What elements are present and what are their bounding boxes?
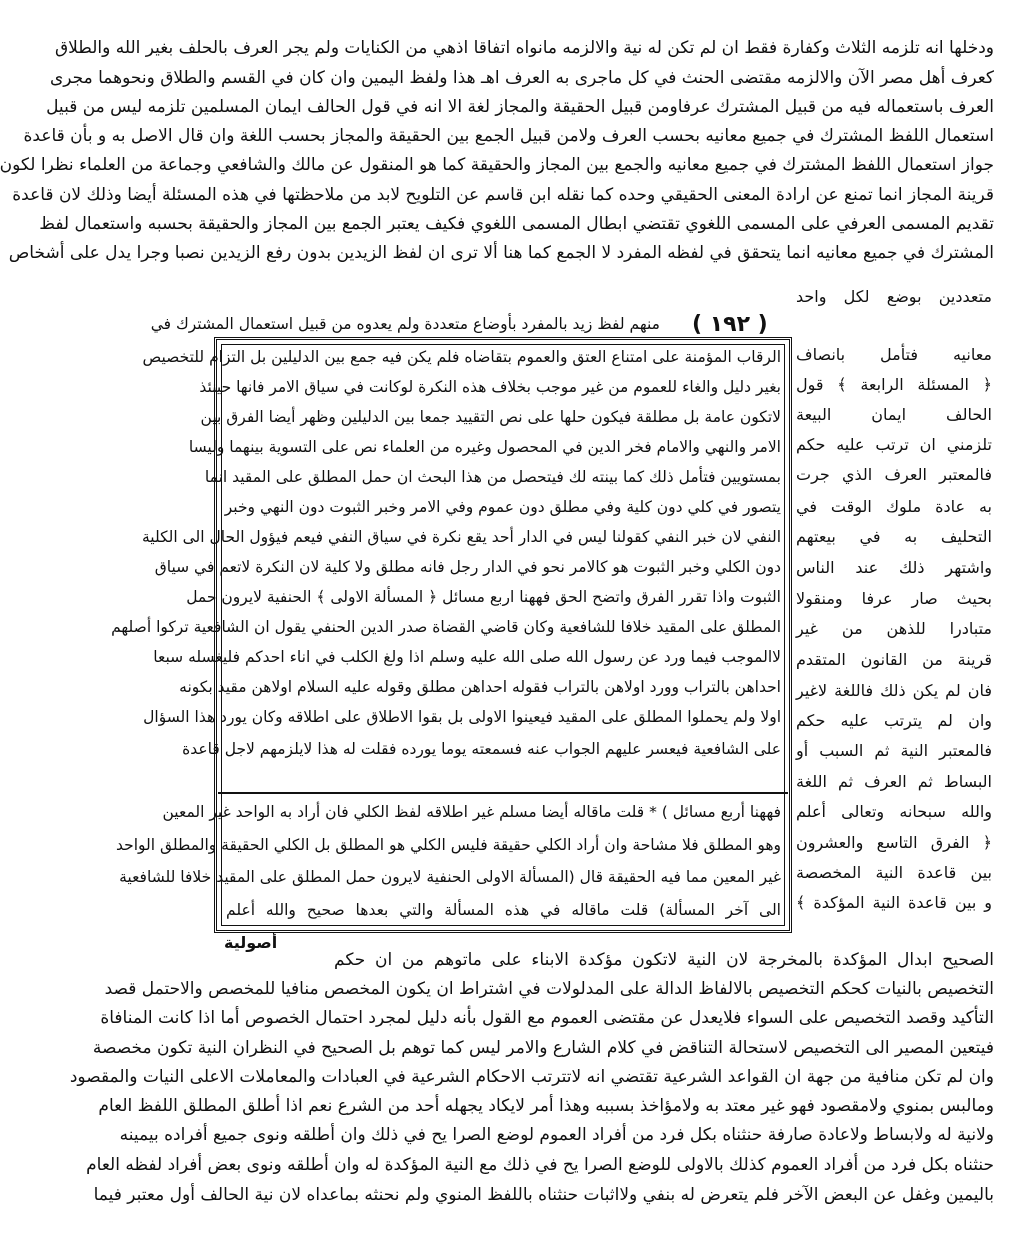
text-line: التحليف به في بيعتهم (796, 527, 992, 546)
text-line: الامر والنهي والامام فخر الدين في المحصول وغيره من العلماء نص على التسوية بينهما وليسا (188, 438, 781, 456)
text-line: الصحيح ابدال المؤكدة بالمخرجة لان النية لاتكون مؤكدة الابناء على ماتوهم من ان حكم (334, 950, 994, 970)
text-line: الى آخر المسألة) قلت ماقاله في هذه المسألة والتي بعدها صحيح والله أعلم (226, 901, 781, 919)
section-heading: ﴿ الفرق التاسع والعشرون (796, 833, 992, 852)
text-line: تقديم المسمى العرفي على المسمى اللغوي تقتضي ابطال المسمى اللغوي فكيف يعتبر الجمع بين المجاز والحقيقة بحسبه واستعمال لفظ (39, 214, 994, 234)
text-line: فالمعتبر العرف الذي جرت (796, 465, 992, 484)
text-line: التأكيد وقصد التخصيص على السواء فلايعدل عن مقتضى العموم مع القول بأنه دليل لمجرد احتمال الخصوص أما اذا كانت المنافاة (100, 1008, 994, 1028)
text-line: البساط ثم العرف ثم اللغة (796, 772, 992, 791)
text-line: احداهن بالتراب وورد اولاهن بالتراب فقوله احداهن مطلق وقوله عليه السلام اولاهن مقيد بكونه (179, 678, 781, 696)
text-line: معانيه فتأمل بانصاف (796, 345, 992, 364)
text-line: التخصيص بالنيات كحكم التخصيص بالالفاظ الدالة على المدلولات في اشتراط ان يكون المخصص منافيا للمخصص والاحتمل قصد (104, 979, 994, 999)
text-line: غير المعين مما فيه الحقيقة قال (المسألة الاولى الحنفية لايرون حمل المطلق على المقيد خلافا للشافعية (119, 868, 781, 886)
text-line: النفي لان خبر النفي كقولنا ليس في الدار أحد يقع نكرة في سياق النفي فيعم فيؤول الحال الى الكلية (141, 528, 781, 546)
text-line: فههنا أربع مسائل ) * قلت ماقاله أيضا مسلم غير اطلاقه لفظ الكلي فان أراد به الواحد غير المعين (162, 803, 781, 821)
text-line: منهم لفظ زيد بالمفرد بأوضاع متعددة ولم يعدوه من قبيل استعمال المشترك في (150, 315, 660, 333)
text-line: الثبوت واذا تقرر الفرق واتضح الحق فههنا اربع مسائل ﴿ المسألة الاولى ﴾ الحنفية لايرون حمل (186, 588, 781, 606)
text-line: اولا ولم يحملوا المطلق على المقيد فيعينوا الاولى بل بقوا الاطلاق على اطلاقه وكان يورد هذا السؤال (143, 708, 781, 726)
text-line: استعمال اللفظ المشترك في جميع معانيه بحسب العرف ولامن قبيل الجمع بين الحقيقة والمجاز بحسب اللغة وان قال الاصل به و بأن قاعدة (23, 126, 994, 146)
text-line: الحالف ايمان البيعة (796, 405, 992, 424)
page-number: ( ١٩٢ ) (692, 312, 768, 337)
text-line: المطلق على المقيد خلافا للشافعية وكان قاضي القضاة صدر الدين الحنفي يقول ان الشافعية تركوا أصلهم (111, 618, 781, 636)
text-line: ومالبس بمنوي ولامقصود فهو غير معتد به ولامؤاخذ بسببه وهذا أمر لايكاد يجهله أحد من الشرع نعم اذا أطلق المطلق اللفظ العام (98, 1096, 994, 1116)
text-line: وهو المطلق فلا مشاحة وان أراد الكلي حقيقة فليس الكلي هو المطلق بل الكلي الحقيقة والمطلق الواحد (116, 836, 781, 854)
text-line: والله سبحانه وتعالى أعلم (796, 802, 992, 821)
text-line: على الشافعية فيعسر عليهم الجواب عنه فسمعته يوما يورده فقلت له هذا لايلزمهم لاجل قاعدة (182, 740, 781, 758)
text-line: تلزمني ان ترتب عليه حكم (796, 435, 992, 454)
text-line: وان لم يترتب عليه حكم (796, 711, 992, 730)
text-line: قرينة المجاز انما تمنع عن ارادة المعنى الحقيقي وحده كما نقله ابن قاسم عن التلويح لابد من ملاحظتها في هذه المسئلة أيضا وذلك لان قاعدة (12, 185, 994, 205)
text-line: المشترك في جميع معانيه انما يتحقق في لفظه المفرد لا الجمع كما هنا ألا ترى ان لفظ الزيدين بدون رفع الزيدين نصبا وجرا يدل على أشخاص (8, 243, 994, 263)
text-line: جواز استعمال اللفظ المشترك في جميع معانيه والجمع بين المجاز والحقيقة كما هو المنقول عن مالك والشافعي وجماعة من العلماء نظرا لكون (0, 155, 994, 175)
text-line: متبادرا للذهن من غير (796, 619, 992, 638)
text-line: دون الكلي وخبر الثبوت هو كالامر نحو في الدار رجل فانه مطلق ولا كلية لان النكرة لاتعم في سياق (154, 558, 781, 576)
text-line: فيتعين المصير الى التخصيص لاستحالة التناقض في كلام الشارع والامر ليس كما توهم بل الصحيح في النظران النية تكون مخصصة (92, 1038, 994, 1058)
text-line: وان لم تكن منافية من جهة ان القواعد الشرعية تقتضي انه لاتترتب الاحكام الشرعية في العبادات والمعاملات الاعلى النيات والمقصود (69, 1067, 994, 1087)
text-line: بغير دليل والغاء للعموم من غير موجب بخلاف هذه النكرة لوكانت في سياق الامر فانها حينئذ (199, 378, 781, 396)
text-line: حنثناه بكل فرد من أفراد العموم كذلك بالاولى للوضع الصرا يح في ذلك مع النية المؤكدة له وان أطلقه ونوى بعض أفراد لفظه العام (86, 1155, 994, 1175)
text-line: فالمعتبر النية ثم السبب أو (796, 741, 992, 760)
text-line: قرينة من القانون المتقدم (796, 650, 992, 669)
text-line: ولانية له ولابساط ولاعادة صارفة حنثناه بكل فرد من أفراد العموم لوضع الصرا يح في ذلك وان أطلقه ونوى جميع أفراده بيمينه (119, 1125, 994, 1145)
text-line: الرقاب المؤمنة على امتناع العتق والعموم بتقاضاه فلم يكن فيه جمع بين الدليلين بل التزام للتخصيص (142, 348, 781, 366)
text-line: لاالموجب فيما ورد عن رسول الله صلى الله عليه وسلم اذا ولغ الكلب في اناء احدكم فليغسله سبعا (153, 648, 781, 666)
text-line: بحيث صار عرفا ومنقولا (796, 589, 992, 608)
text-line: به عادة ملوك الوقت في (796, 497, 992, 516)
section-heading: أصولية (224, 933, 278, 952)
text-line: و بين قاعدة النية المؤكدة ﴾ (796, 893, 992, 912)
text-line: بمستويين فتأمل ذلك كما بينته لك فيتحصل من هذا البحث ان حمل المطلق على المقيد انما (204, 468, 781, 486)
text-line: العرف باستعماله فيه من قبيل المشترك عرفاومن قبيل الحقيقة والمجاز لغة الا انه في قول الحالف ايمان المسلمين تلزمه ليس من قبيل (46, 97, 994, 117)
text-line: باليمين وغفل عن البعض الآخر فلم يتعرض له بنفي ولااثبات حنثناه باللفظ المنوي ولم نحنثه بماعداه لان نية الحالف أول معتبر فيما (93, 1185, 994, 1205)
text-line: ودخلها انه تلزمه الثلاث وكفارة فقط ان لم تكن له نية والالزمه مانواه اتفاقا اذهي من الكنايات ولم يجر العرف بالحلف بغير الله والطلاق (54, 38, 994, 58)
text-line: يتصور في كلي دون كلية وفي مطلق دون عموم وفي الامر وخبر الثبوت دون النهي وخبر (224, 498, 781, 516)
text-line: واشتهر ذلك عند الناس (796, 558, 992, 577)
text-line: كعرف أهل مصر الآن والالزمه مقتضى الحنث في كل ماجرى به العرف اهـ هذا ولفظ اليمين وان كان في القسم والطلاق ونحوهما مجرى (49, 68, 994, 88)
section-heading: ﴿ المسئلة الرابعة ﴾ قول (796, 375, 992, 394)
text-line: فان لم يكن ذلك فاللغة لاغير (796, 681, 992, 700)
frame-divider (218, 792, 788, 794)
text-line: متعددين بوضع لكل واحد (796, 287, 992, 306)
text-line: لاتكون عامة بل مطلقة فيكون حلها على نص التقييد جمعا بين الدليلين وظهر أيضا الفرق بين (200, 408, 781, 426)
text-line: بين قاعدة النية المخصصة (796, 863, 992, 882)
